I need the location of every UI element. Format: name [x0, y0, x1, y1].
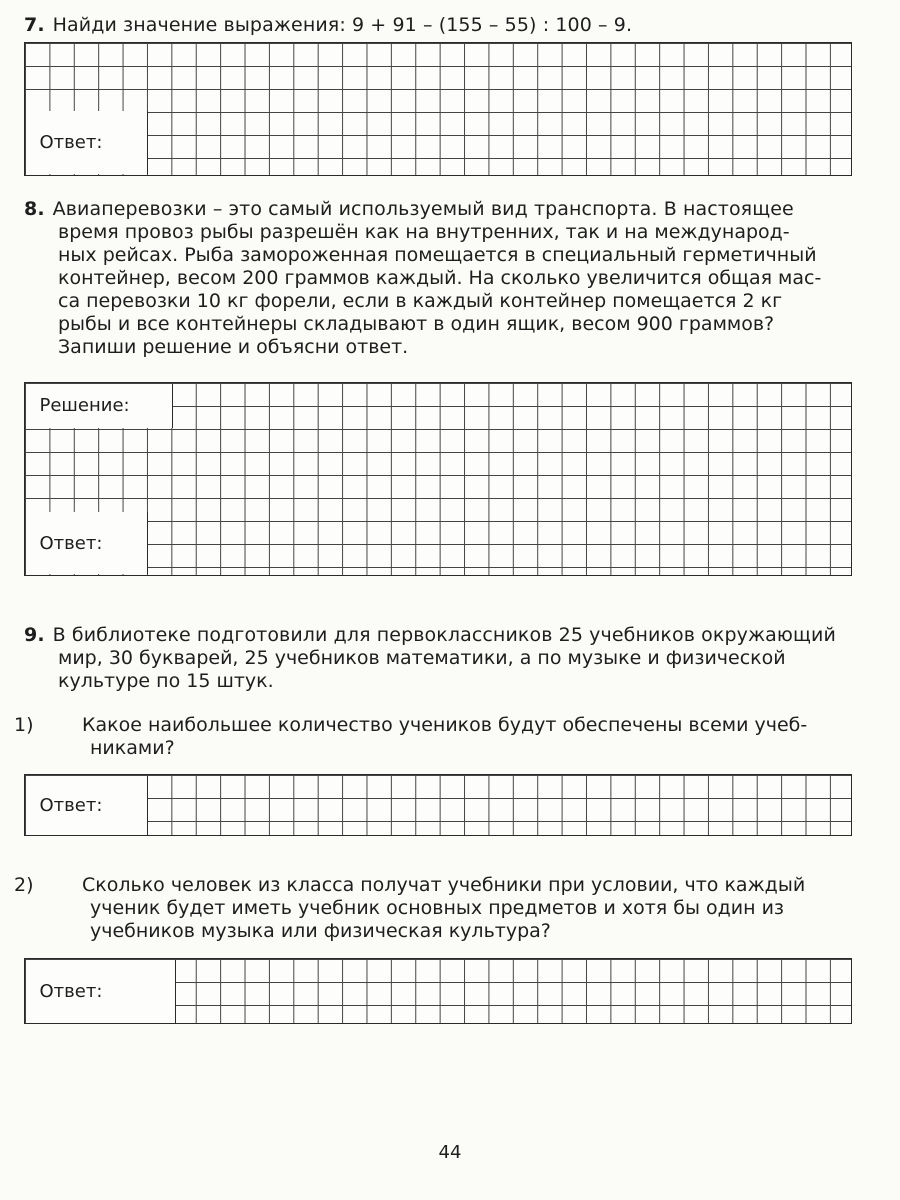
task-8-line-2: время провоз рыбы разрешён как на внутренних, так и на международ- — [58, 221, 790, 243]
task-9-q2-answer-label: Ответ: — [39, 980, 103, 1002]
task-9-q1-number: 1) — [14, 714, 34, 736]
task-7-answer-grid[interactable] — [24, 42, 852, 176]
task-7-answer-label-box — [26, 111, 148, 174]
task-7-answer-label: Ответ: — [39, 132, 103, 153]
task-8-answer-label: Ответ: — [39, 532, 103, 554]
task-9-q1-answer-label-box — [26, 776, 148, 835]
task-8-line-7: Запиши решение и объясни ответ. — [58, 336, 409, 358]
task-8-text — [58, 221, 876, 359]
task-9-question-2 — [14, 874, 876, 943]
task-8-solution-label-box — [26, 384, 173, 428]
task-9-q2-number: 2) — [14, 874, 34, 896]
task-7 — [24, 14, 876, 37]
task-8-line-4: контейнер, весом 200 граммов каждый. На сколько увеличится общая мас- — [58, 267, 822, 289]
task-9-line-3: культуре по 15 штук. — [58, 670, 274, 692]
task-9-question-1 — [14, 714, 876, 760]
task-9-q1-line-2: никами? — [90, 737, 175, 759]
task-9-line-2: мир, 30 букварей, 25 учебников математики, а по музыке и физической — [58, 647, 786, 669]
task-9-text — [58, 647, 876, 693]
task-9-q2-line-2: ученик будет иметь учебник основных предметов и хотя бы один из — [90, 897, 785, 919]
task-7-title — [24, 14, 876, 37]
page-number: 44 — [438, 1142, 462, 1163]
task-8-line-3: ных рейсах. Рыба замороженная помещается в специальный герметичный — [58, 244, 817, 266]
task-9-q2-answer-label-box — [26, 960, 176, 1023]
task-9-q1-answer-label: Ответ: — [39, 794, 103, 816]
task-9 — [24, 624, 876, 647]
task-8-line-1: 8. Авиаперевозки – это самый используемый вид транспорта. В настоящее — [24, 198, 794, 220]
task-7-number: 7. — [24, 14, 45, 36]
task-8-number: 8. — [24, 198, 45, 220]
task-8-solution-label: Решение: — [39, 395, 130, 416]
task-7-text: Найди значение выражения: 9 + 91 – (155 – 55) : 100 – 9. — [52, 14, 633, 36]
task-8 — [24, 198, 876, 221]
task-9-number: 9. — [24, 624, 45, 646]
task-8-line-6: рыбы и все контейнеры складывают в один ящик, весом 900 граммов? — [58, 313, 775, 335]
task-9-q2-line-3: учебников музыка или физическая культура? — [90, 920, 551, 942]
task-9-q2-line-1: 2) Сколько человек из класса получат учебники при условии, что каждый — [14, 874, 806, 896]
task-9-line-1: 9. В библиотеке подготовили для первоклассников 25 учебников окружающий — [24, 624, 836, 646]
task-8-line-5: са перевозки 10 кг форели, если в каждый контейнер помещается 2 кг — [58, 290, 783, 312]
task-8-answer-label-box — [26, 512, 148, 574]
task-9-q1-answer-grid[interactable] — [24, 774, 852, 836]
task-9-q1-line-1: 1) Какое наибольшее количество учеников будут обеспечены всеми учеб- — [14, 714, 808, 736]
